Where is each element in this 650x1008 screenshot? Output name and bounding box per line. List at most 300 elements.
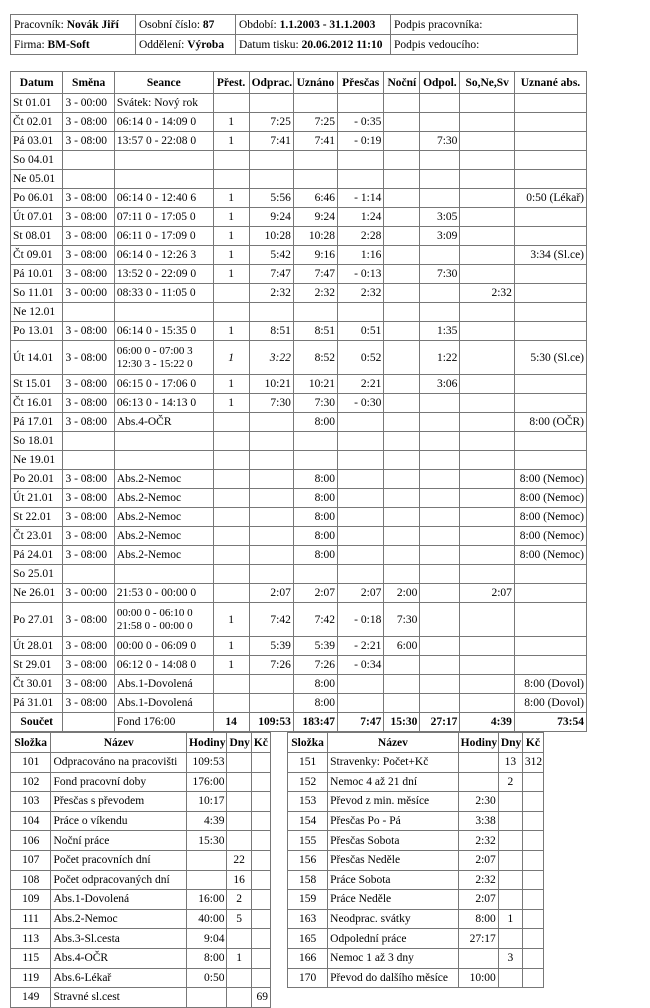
table-cell: So 04.01 (11, 151, 63, 170)
period-cell (236, 15, 391, 35)
period-value: 1.1.2003 - 31.1.2003 (279, 18, 376, 31)
table-cell (384, 451, 420, 470)
table-row (11, 113, 587, 132)
table-cell (420, 694, 460, 713)
table-cell: So 18.01 (11, 432, 63, 451)
table-cell: 1 (213, 265, 249, 284)
table-row (11, 565, 587, 584)
table-cell: 1 (213, 246, 249, 265)
table-cell (420, 151, 460, 170)
table-cell (114, 432, 213, 451)
table-cell: Abs.2-Nemoc (114, 546, 213, 565)
table-cell: 3 - 08:00 (63, 675, 114, 694)
column-header: Kč (522, 733, 543, 753)
table-cell: 2:32 (249, 284, 293, 303)
table-cell (498, 968, 522, 988)
table-cell (460, 656, 515, 675)
table-cell (420, 451, 460, 470)
table-row (288, 792, 544, 812)
table-cell: Abs.4-OČR (51, 948, 187, 968)
table-row (288, 968, 544, 988)
table-row (288, 909, 544, 929)
column-header: Uznané abs. (514, 72, 586, 94)
column-header: So,Ne,Sv (460, 72, 515, 94)
table-row (11, 831, 271, 851)
table-row (11, 968, 271, 988)
table-cell: Převod do dalšího měsíce (328, 968, 459, 988)
table-cell (63, 170, 114, 189)
table-cell (213, 565, 249, 584)
table-cell: 07:11 0 - 17:05 0 (114, 208, 213, 227)
table-cell: 7:41 (249, 132, 293, 151)
table-cell (522, 831, 543, 851)
table-cell (460, 394, 515, 413)
table-cell: Abs.2-Nemoc (114, 470, 213, 489)
table-cell: 109 (11, 890, 51, 910)
table-cell: 3:38 (458, 811, 498, 831)
table-cell: Po 27.01 (11, 603, 63, 637)
table-cell: 3 - 08:00 (63, 394, 114, 413)
table-cell (522, 811, 543, 831)
table-cell (384, 432, 420, 451)
table-row (11, 265, 587, 284)
table-cell (498, 850, 522, 870)
table-cell (460, 694, 515, 713)
table-cell: Odpracováno na pracovišti (51, 753, 187, 773)
table-cell (420, 527, 460, 546)
table-cell: Po 20.01 (11, 470, 63, 489)
table-cell: 06:14 0 - 12:40 6 (114, 189, 213, 208)
table-cell: 7:47 (249, 265, 293, 284)
table-cell: 7:30 (249, 394, 293, 413)
table-cell (514, 284, 586, 303)
total-cell: 183:47 (293, 713, 337, 732)
attendance-body (11, 94, 587, 732)
table-cell (338, 489, 384, 508)
table-cell (460, 113, 515, 132)
table-cell: 06:13 0 - 14:13 0 (114, 394, 213, 413)
table-cell: 1 (213, 394, 249, 413)
table-cell (514, 151, 586, 170)
table-cell: Abs.2-Nemoc (51, 909, 187, 929)
column-header: Název (328, 733, 459, 753)
table-cell (514, 132, 586, 151)
total-row (11, 713, 587, 732)
table-cell (420, 303, 460, 322)
table-cell (114, 565, 213, 584)
table-row (288, 929, 544, 949)
table-cell (498, 811, 522, 831)
table-cell (227, 968, 251, 988)
table-cell (460, 375, 515, 394)
table-cell: St 15.01 (11, 375, 63, 394)
table-cell: Po 06.01 (11, 189, 63, 208)
table-cell: Přesčas Sobota (328, 831, 459, 851)
table-cell: 6:46 (293, 189, 337, 208)
table-cell: 3 - 00:00 (63, 284, 114, 303)
table-cell: 5:39 (249, 637, 293, 656)
table-cell: Stravné sl.cest (51, 988, 187, 1008)
table-cell: 3 - 08:00 (63, 189, 114, 208)
table-cell (63, 565, 114, 584)
table-cell (460, 546, 515, 565)
table-cell: - 0:18 (338, 603, 384, 637)
table-cell: 1 (498, 909, 522, 929)
table-cell (384, 132, 420, 151)
column-header: Složka (288, 733, 328, 753)
table-cell: 2:07 (249, 584, 293, 603)
table-cell: 7:41 (293, 132, 337, 151)
table-cell: 3 - 08:00 (63, 132, 114, 151)
department-cell (136, 35, 236, 55)
components-right-body (288, 753, 544, 988)
table-cell (63, 451, 114, 470)
table-cell: 3 - 08:00 (63, 341, 114, 375)
table-cell (384, 246, 420, 265)
table-cell: 1:16 (338, 246, 384, 265)
table-cell: Stravenky: Počet+Kč (328, 753, 459, 773)
table-cell: - 1:14 (338, 189, 384, 208)
table-cell: 8:00 (OČR) (514, 413, 586, 432)
table-cell: 8:00 (293, 413, 337, 432)
table-cell: 7:42 (293, 603, 337, 637)
table-cell (384, 208, 420, 227)
table-cell (213, 527, 249, 546)
table-cell (420, 284, 460, 303)
table-cell: 1 (213, 341, 249, 375)
column-header: Dny (227, 733, 251, 753)
column-header: Název (51, 733, 187, 753)
table-cell (114, 170, 213, 189)
total-cell: 27:17 (420, 713, 460, 732)
table-cell: Čt 16.01 (11, 394, 63, 413)
table-cell (251, 850, 270, 870)
table-row (11, 341, 587, 375)
table-cell (249, 565, 293, 584)
table-cell: 3 - 08:00 (63, 413, 114, 432)
table-cell (420, 94, 460, 113)
table-cell (514, 603, 586, 637)
total-cell (63, 713, 114, 732)
table-cell (460, 508, 515, 527)
table-cell (522, 850, 543, 870)
table-cell (460, 413, 515, 432)
table-cell (460, 675, 515, 694)
table-cell (420, 394, 460, 413)
table-cell: 3:34 (Sl.ce) (514, 246, 586, 265)
table-cell: 9:24 (293, 208, 337, 227)
table-cell: Út 07.01 (11, 208, 63, 227)
table-cell: 9:16 (293, 246, 337, 265)
components-table-left (10, 732, 271, 1008)
table-cell (227, 753, 251, 773)
table-row (11, 322, 587, 341)
table-cell: - 0:19 (338, 132, 384, 151)
company-value: BM-Soft (47, 38, 90, 51)
table-cell: 2:30 (458, 792, 498, 812)
components-right-header-row (288, 733, 544, 753)
table-cell: 8:00 (Dovol) (514, 675, 586, 694)
table-cell (514, 375, 586, 394)
table-cell: 7:30 (293, 394, 337, 413)
table-cell (514, 637, 586, 656)
table-row (288, 890, 544, 910)
table-cell (249, 451, 293, 470)
table-cell: 170 (288, 968, 328, 988)
table-row (288, 811, 544, 831)
table-cell: 1:35 (420, 322, 460, 341)
table-cell (460, 189, 515, 208)
table-cell: 3 - 08:00 (63, 470, 114, 489)
table-cell: 1 (213, 113, 249, 132)
table-cell (251, 831, 270, 851)
table-cell (213, 413, 249, 432)
table-cell (420, 656, 460, 675)
table-cell (249, 432, 293, 451)
table-row (11, 132, 587, 151)
table-cell: 163 (288, 909, 328, 929)
table-cell: 21:53 0 - 00:00 0 (114, 584, 213, 603)
table-cell: 106 (11, 831, 51, 851)
column-header: Směna (63, 72, 114, 94)
table-cell: 15:30 (187, 831, 227, 851)
table-row (11, 675, 587, 694)
table-cell: 2:32 (460, 284, 515, 303)
table-cell: 8:00 (293, 694, 337, 713)
table-row (11, 584, 587, 603)
table-cell (420, 603, 460, 637)
table-cell: Abs.1-Dovolená (114, 675, 213, 694)
total-cell: 109:53 (249, 713, 293, 732)
table-cell (460, 151, 515, 170)
table-cell: Nemoc 4 až 21 dní (328, 772, 459, 792)
table-row (288, 831, 544, 851)
table-cell (338, 694, 384, 713)
table-cell (522, 890, 543, 910)
print-date-cell (236, 35, 391, 55)
table-cell (458, 948, 498, 968)
table-row (11, 394, 587, 413)
table-cell (384, 413, 420, 432)
table-cell: 102 (11, 772, 51, 792)
table-cell: 2:07 (458, 890, 498, 910)
table-cell: 2:21 (338, 375, 384, 394)
table-cell: 16 (227, 870, 251, 890)
table-cell (227, 929, 251, 949)
table-cell: 8:00 (Nemoc) (514, 489, 586, 508)
table-cell: 3 - 08:00 (63, 603, 114, 637)
table-cell (460, 246, 515, 265)
column-header: Seance (114, 72, 213, 94)
table-cell: 176:00 (187, 772, 227, 792)
table-cell: 8:00 (Nemoc) (514, 508, 586, 527)
table-cell: 3 - 08:00 (63, 265, 114, 284)
table-cell (460, 94, 515, 113)
table-cell: 7:42 (249, 603, 293, 637)
table-cell (522, 870, 543, 890)
table-cell (63, 151, 114, 170)
table-cell (384, 489, 420, 508)
table-cell (460, 489, 515, 508)
table-cell: 1 (213, 603, 249, 637)
table-cell: 159 (288, 890, 328, 910)
table-cell: 40:00 (187, 909, 227, 929)
column-header: Odprac. (249, 72, 293, 94)
table-cell (498, 890, 522, 910)
table-cell (384, 341, 420, 375)
table-cell: 152 (288, 772, 328, 792)
table-cell: 13 (498, 753, 522, 773)
total-label: Součet (11, 713, 63, 732)
table-cell (458, 753, 498, 773)
table-cell (227, 792, 251, 812)
table-cell: Abs.1-Dovolená (51, 890, 187, 910)
table-cell: 00:00 0 - 06:09 0 (114, 637, 213, 656)
table-cell: 10:17 (187, 792, 227, 812)
table-cell: 7:47 (293, 265, 337, 284)
table-cell: 109:53 (187, 753, 227, 773)
table-cell (249, 470, 293, 489)
table-cell (251, 890, 270, 910)
table-cell: 166 (288, 948, 328, 968)
table-cell (251, 870, 270, 890)
table-cell (114, 303, 213, 322)
table-cell: 1 (213, 322, 249, 341)
table-cell: So 25.01 (11, 565, 63, 584)
table-cell: 8:00 (Nemoc) (514, 470, 586, 489)
table-cell: 06:12 0 - 14:08 0 (114, 656, 213, 675)
table-cell: 8:00 (Nemoc) (514, 546, 586, 565)
table-cell (420, 508, 460, 527)
table-cell (114, 451, 213, 470)
table-cell: - 2:21 (338, 637, 384, 656)
table-row (11, 603, 587, 637)
employee-label: Pracovník: (14, 18, 67, 31)
table-cell: 5 (227, 909, 251, 929)
table-cell: 4:39 (187, 811, 227, 831)
table-row (288, 753, 544, 773)
table-cell: 3 - 00:00 (63, 584, 114, 603)
table-cell: 0:50 (Lékař) (514, 189, 586, 208)
table-cell: Pá 03.01 (11, 132, 63, 151)
table-cell: 5:39 (293, 637, 337, 656)
table-cell (514, 170, 586, 189)
table-cell: 06:11 0 - 17:09 0 (114, 227, 213, 246)
table-cell: Počet pracovních dní (51, 850, 187, 870)
table-cell: 10:21 (293, 375, 337, 394)
table-cell (338, 451, 384, 470)
table-row (11, 792, 271, 812)
table-cell: 9:04 (187, 929, 227, 949)
table-cell (338, 170, 384, 189)
table-row (11, 303, 587, 322)
table-cell (338, 508, 384, 527)
table-cell (522, 948, 543, 968)
table-cell: - 0:30 (338, 394, 384, 413)
table-cell (420, 113, 460, 132)
table-cell: 3 - 08:00 (63, 208, 114, 227)
table-cell: 8:00 (293, 546, 337, 565)
table-cell: 06:14 0 - 14:09 0 (114, 113, 213, 132)
table-cell: 5:42 (249, 246, 293, 265)
table-row (11, 189, 587, 208)
table-cell: St 29.01 (11, 656, 63, 675)
table-cell (420, 246, 460, 265)
table-cell (251, 811, 270, 831)
table-cell: 8:00 (Nemoc) (514, 527, 586, 546)
table-cell (187, 850, 227, 870)
column-header: Dny (498, 733, 522, 753)
table-cell: 00:00 0 - 06:10 0 21:58 0 - 00:00 0 (114, 603, 213, 637)
table-cell (293, 303, 337, 322)
table-cell (213, 489, 249, 508)
table-cell: Převod z min. měsíce (328, 792, 459, 812)
period-label: Období: (239, 18, 280, 31)
table-cell: Odpolední práce (328, 929, 459, 949)
table-row (11, 451, 587, 470)
table-cell (293, 432, 337, 451)
table-cell: 111 (11, 909, 51, 929)
table-row (11, 208, 587, 227)
table-cell (384, 170, 420, 189)
employee-cell (11, 15, 136, 35)
table-cell (384, 656, 420, 675)
table-cell (293, 151, 337, 170)
table-cell: 155 (288, 831, 328, 851)
table-cell: 312 (522, 753, 543, 773)
table-cell: 10:28 (293, 227, 337, 246)
header-table (10, 14, 578, 55)
table-cell: 10:28 (249, 227, 293, 246)
table-cell (522, 772, 543, 792)
table-row (11, 489, 587, 508)
table-cell: 108 (11, 870, 51, 890)
table-cell: Abs.2-Nemoc (114, 508, 213, 527)
table-cell (420, 546, 460, 565)
table-cell: 7:26 (293, 656, 337, 675)
table-row (11, 929, 271, 949)
table-cell: Ne 26.01 (11, 584, 63, 603)
table-cell: 2 (498, 772, 522, 792)
table-cell: Pá 17.01 (11, 413, 63, 432)
table-row (288, 772, 544, 792)
table-cell (420, 170, 460, 189)
table-cell: Ne 19.01 (11, 451, 63, 470)
table-cell (460, 470, 515, 489)
table-cell (251, 909, 270, 929)
table-cell: - 0:13 (338, 265, 384, 284)
table-cell (514, 208, 586, 227)
table-cell: 1 (213, 189, 249, 208)
table-cell: 3 - 08:00 (63, 246, 114, 265)
table-cell (460, 565, 515, 584)
table-cell: Abs.2-Nemoc (114, 489, 213, 508)
table-row (11, 375, 587, 394)
table-cell (187, 988, 227, 1008)
table-cell (338, 151, 384, 170)
table-cell (420, 189, 460, 208)
table-cell (384, 227, 420, 246)
table-cell: 3 - 08:00 (63, 227, 114, 246)
table-cell: 13:57 0 - 22:08 0 (114, 132, 213, 151)
table-cell (249, 675, 293, 694)
table-cell (338, 546, 384, 565)
table-cell (227, 772, 251, 792)
table-cell (384, 265, 420, 284)
column-header: Složka (11, 733, 51, 753)
table-cell: 8:51 (293, 322, 337, 341)
column-header: Přesčas (338, 72, 384, 94)
